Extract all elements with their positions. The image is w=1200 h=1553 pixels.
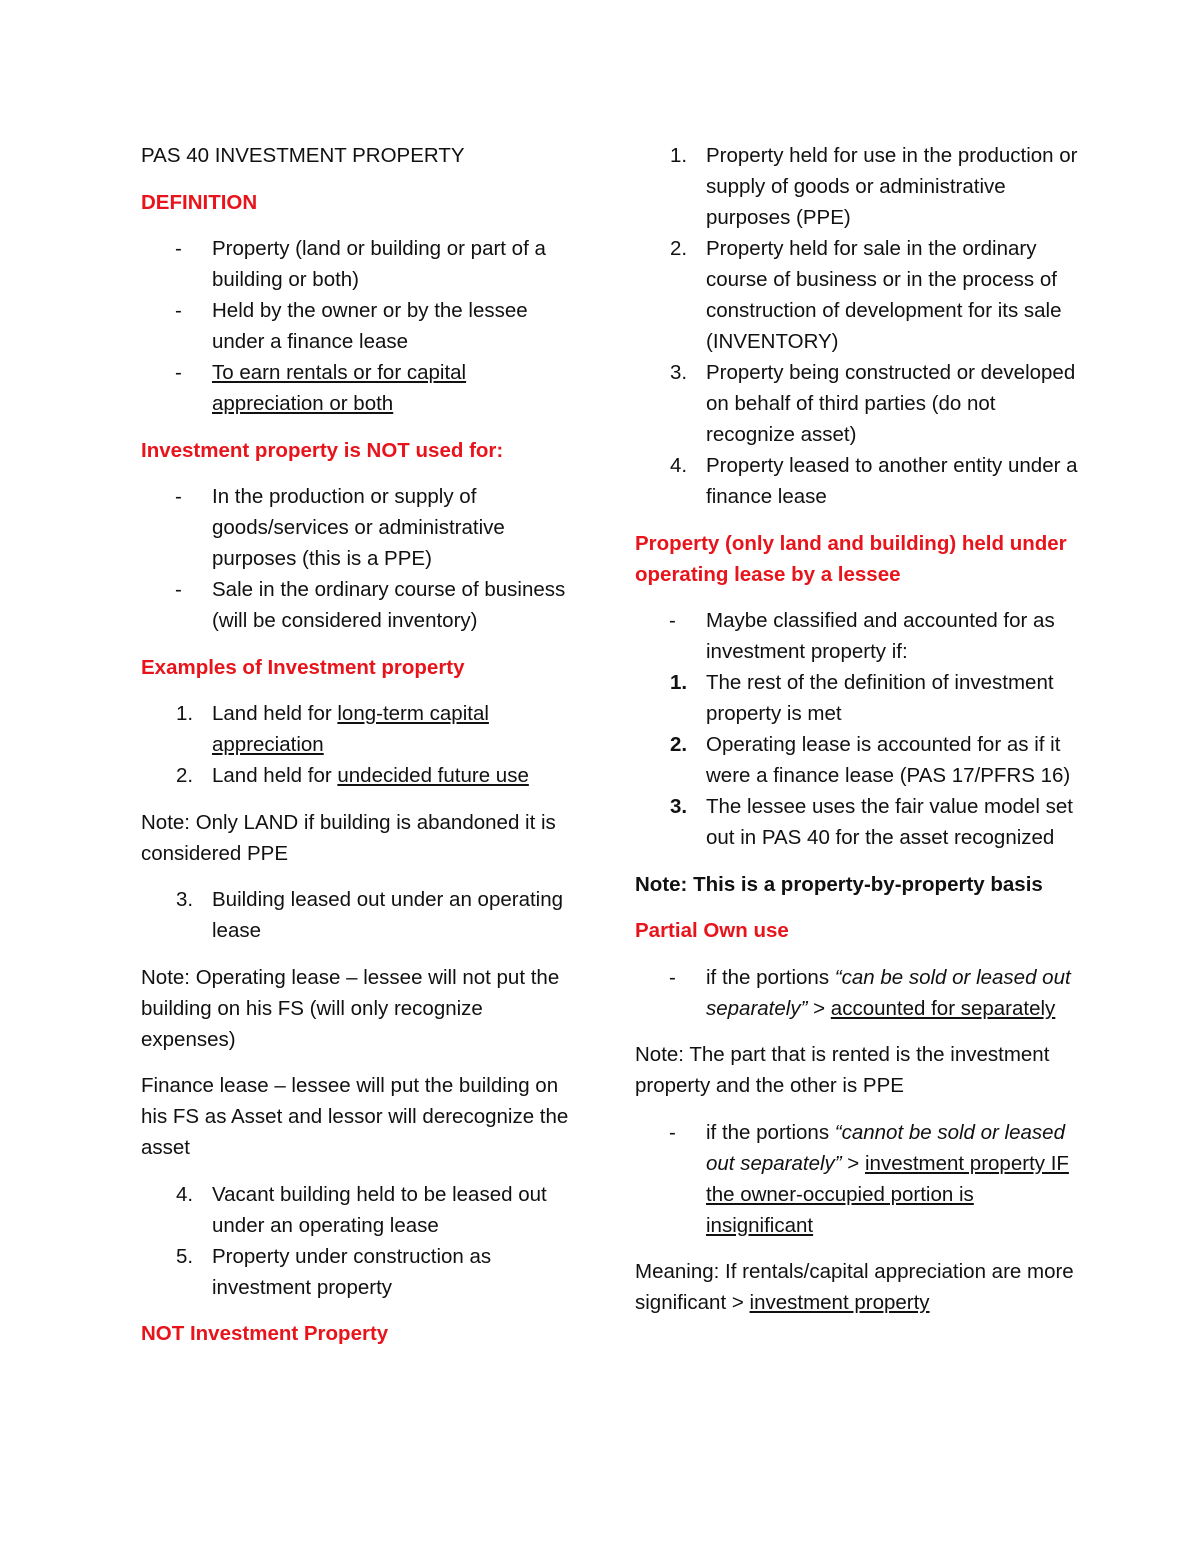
note-text: Note: The part that is rented is the investment property and the other is PPE [635, 1043, 1050, 1097]
example-underlined-text: undecided future use [337, 764, 529, 787]
list-item [141, 574, 571, 636]
note-basis: Note: This is a property-by-property basis [635, 872, 1043, 896]
list-item [141, 1179, 571, 1241]
operating-lease-list [635, 605, 1080, 667]
number-marker: 4. [670, 454, 688, 477]
list-item [635, 233, 1080, 357]
definition-item-text: Held by the owner or by the lessee under a finance lease [212, 299, 528, 353]
number-marker: 5. [176, 1244, 194, 1268]
partial-italic-text: “can be sold or leased out separately” [706, 965, 1071, 1020]
not-ip-item-text: Property being constructed or developed on behalf of third parties (do not recognize asset) [706, 361, 1076, 446]
dash-marker: - [669, 609, 676, 632]
condition-text: The rest of the definition of investment property is met [706, 671, 1054, 725]
partial-underlined-text: accounted for separately [830, 996, 1056, 1020]
partial-underlined-text: investment property IF the owner-occupied portion is insignificant [706, 1151, 1069, 1237]
number-marker: 2. [670, 733, 688, 756]
partial-own-use-heading: Partial Own use [635, 919, 789, 942]
list-item [141, 295, 571, 357]
number-marker: 3. [176, 888, 194, 911]
operating-lease-item-text: Maybe classified and accounted for as investment property if: [706, 609, 1055, 663]
list-item [141, 1241, 571, 1303]
list-item [141, 357, 571, 419]
definition-heading: DEFINITION [141, 190, 258, 214]
left-column [141, 140, 571, 1365]
definition-item-text: Property (land or building or part of a building or both) [212, 237, 546, 291]
list-item [635, 1117, 1080, 1241]
list-item [141, 481, 571, 574]
not-used-item-text: Sale in the ordinary course of business (will be considered inventory) [212, 578, 566, 632]
list-item [141, 760, 571, 791]
dash-marker: - [175, 361, 182, 384]
partial-text: if the portions [706, 1120, 835, 1144]
not-used-heading: Investment property is NOT used for: [141, 438, 504, 462]
list-item [141, 233, 571, 295]
example-text: Property under construction as investment property [212, 1244, 492, 1299]
list-item [141, 884, 571, 946]
partial-arrow-text: > [841, 1151, 865, 1175]
example-text: Land held for [212, 702, 338, 725]
operating-lease-heading: Property (only land and building) held under operating lease by a lessee [635, 531, 1067, 586]
note-text: Note: Only LAND if building is abandoned it is considered PPE [141, 810, 556, 865]
number-marker: 1. [670, 144, 688, 167]
example-text: Vacant building held to be leased out under an operating lease [212, 1182, 547, 1237]
list-item [635, 667, 1080, 729]
partial-text: if the portions [706, 965, 835, 989]
number-marker: 3. [670, 795, 688, 818]
partial-arrow-text: > [807, 996, 831, 1020]
example-text: Land held for [212, 764, 338, 787]
example-text: Building leased out under an operating lease [212, 888, 564, 942]
page-title: PAS 40 INVESTMENT PROPERTY [141, 144, 465, 167]
dash-marker: - [175, 485, 182, 508]
operating-lease-conditions [635, 667, 1080, 853]
dash-marker: - [175, 299, 182, 322]
partial-list-b [635, 1117, 1080, 1241]
meaning-underlined-text: investment property [749, 1291, 930, 1314]
list-item [635, 962, 1080, 1024]
list-item [635, 729, 1080, 791]
condition-text: Operating lease is accounted for as if it were a finance lease (PAS 17/PFRS 16) [706, 733, 1071, 787]
note-text: Finance lease – lessee will put the building on his FS as Asset and lessor will derecognize the asset [141, 1074, 569, 1159]
not-ip-item-text: Property held for sale in the ordinary course of business or in the process of construction of development for its sale (INVENTORY) [706, 237, 1062, 353]
dash-marker: - [175, 578, 182, 601]
list-item [635, 357, 1080, 450]
dash-marker: - [669, 1120, 676, 1144]
not-used-list [141, 481, 571, 636]
not-ip-heading: NOT Investment Property [141, 1322, 389, 1345]
example-underlined-text: long-term capital appreciation [212, 702, 489, 756]
not-used-item-text: In the production or supply of goods/services or administrative purposes (this is a PPE) [212, 485, 505, 570]
number-marker: 3. [670, 361, 688, 384]
number-marker: 1. [670, 671, 688, 694]
not-ip-item-text: Property leased to another entity under a finance lease [706, 454, 1078, 508]
dash-marker: - [669, 965, 676, 989]
list-item [635, 791, 1080, 853]
not-ip-list [635, 140, 1080, 512]
definition-item-text: To earn rentals or for capital appreciation or both [212, 361, 467, 415]
list-item [635, 450, 1080, 512]
partial-list-a [635, 962, 1080, 1024]
note-text: Note: Operating lease – lessee will not put the building on his FS (will only recognize expenses) [141, 965, 560, 1051]
meaning-plain-text: Meaning: If rentals/capital appreciation are more significant > [635, 1260, 1074, 1314]
number-marker: 1. [176, 702, 194, 725]
condition-text: The lessee uses the fair value model set out in PAS 40 for the asset recognized [706, 795, 1073, 849]
number-marker: 4. [176, 1182, 194, 1206]
list-item [635, 605, 1080, 667]
examples-list-b [141, 884, 571, 946]
dash-marker: - [175, 237, 182, 260]
examples-list-a [141, 698, 571, 791]
examples-list-c [141, 1179, 571, 1303]
partial-italic-text: “cannot be sold or leased out separately” [706, 1120, 1065, 1175]
list-item [635, 140, 1080, 233]
number-marker: 2. [176, 764, 194, 787]
meaning-text [635, 1256, 1080, 1318]
not-ip-item-text: Property held for use in the production or supply of goods or administrative purposes (PPE) [706, 144, 1078, 229]
right-column [635, 140, 1080, 1334]
examples-heading: Examples of Investment property [141, 655, 465, 679]
list-item [141, 698, 571, 760]
number-marker: 2. [670, 237, 688, 260]
definition-list [141, 233, 571, 419]
